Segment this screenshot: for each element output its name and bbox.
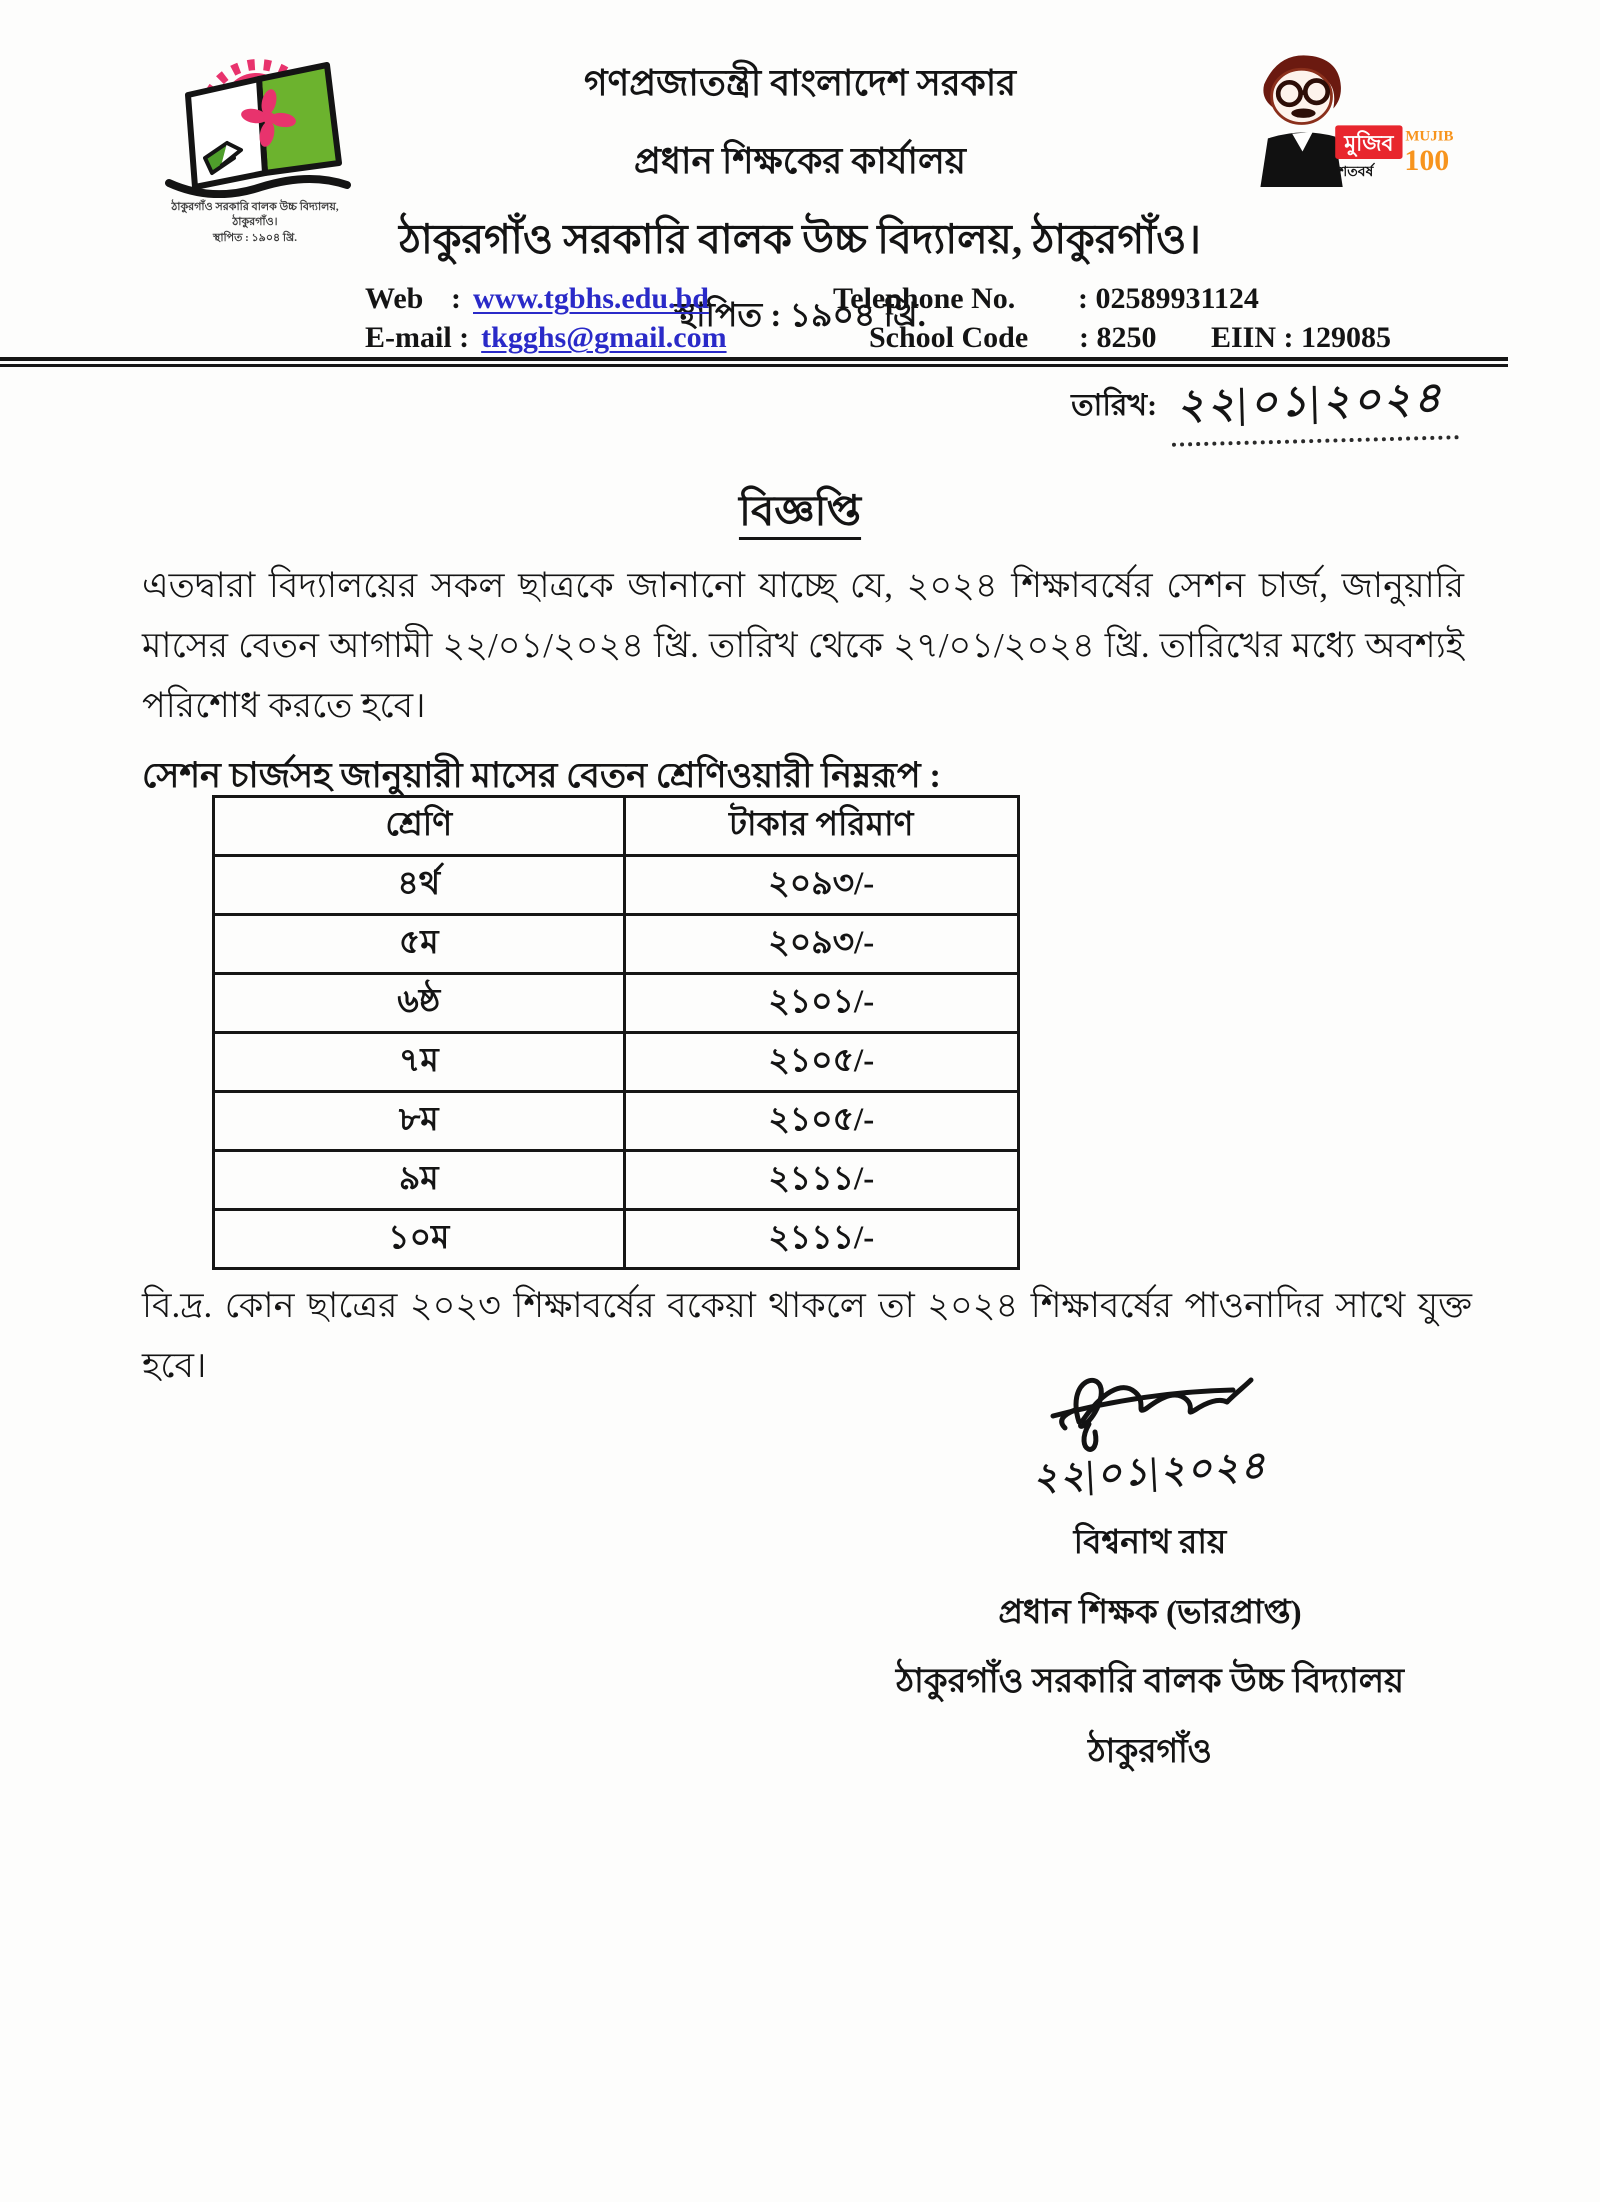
web-label: Web (365, 282, 424, 315)
eiin-value: EIIN : 129085 (1211, 321, 1392, 354)
table-header-row (214, 797, 1019, 856)
notice-body: এতদ্বারা বিদ্যালয়ের সকল ছাত্রকে জানানো যাচ্ছে যে, ২০২৪ শিক্ষাবর্ষের সেশন চার্জ, জানুয়ারি মাসের বেতন আগামী ২২/০১/২০২৪ খ্রি. তারিখ থেকে ২৭/০১/২০২৪ খ্রি. তারিখের মধ্যে অবশ্যই পরিশোধ করতে হবে। (142, 566, 1464, 726)
email-label: E-mail : (365, 321, 470, 354)
mujib-en-text: MUJIB (1405, 128, 1453, 145)
school-code-value: : 8250 (1079, 321, 1157, 354)
telephone-label: Telephone No. (833, 282, 1016, 315)
signature-date-handwritten: ২২|০১|২০২৪ (1031, 1444, 1268, 1500)
table-row (214, 974, 1019, 1033)
class-cell: ৫ম (214, 915, 625, 974)
amount-cell: ২০৯৩/- (624, 856, 1018, 915)
class-cell: ৭ম (214, 1033, 625, 1092)
contact-row-2 (365, 321, 1425, 355)
table-row (214, 856, 1019, 915)
table-row (214, 1033, 1019, 1092)
school-code-label: School Code (869, 321, 1029, 354)
signatory-org: ঠাকুরগাঁও সরকারি বালক উচ্চ বিদ্যালয় (895, 1663, 1405, 1700)
signatory-designation: প্রধান শিক্ষক (ভারপ্রাপ্ত) (998, 1595, 1302, 1631)
table-intro: সেশন চার্জসহ জানুয়ারী মাসের বেতন শ্রেণিওয়ারী নিম্নরূপ : (142, 756, 942, 795)
date-value-handwritten: ২২|০১|২০২৪ (1170, 364, 1459, 446)
class-cell: ৯ম (214, 1151, 625, 1210)
table-row (214, 1151, 1019, 1210)
signatory-place: ঠাকুরগাঁও (1088, 1734, 1212, 1770)
class-cell: ৪র্থ (214, 856, 625, 915)
mujib-shotoborsho-text: শতবর্ষ (1338, 164, 1374, 180)
amount-cell: ২১০১/- (624, 974, 1018, 1033)
telephone-value: : 02589931124 (1078, 282, 1259, 315)
amount-cell: ২১০৫/- (624, 1092, 1018, 1151)
signature-block (888, 1366, 1412, 1781)
notice-title: বিজ্ঞপ্তি (738, 489, 862, 535)
web-colon: : (451, 282, 461, 315)
govt-line: গণপ্রজাতন্ত্রী বাংলাদেশ সরকার (583, 63, 1017, 103)
logo-caption-line2: স্থাপিত : ১৯০৪ খ্রি. (213, 231, 297, 244)
amount-column-header: টাকার পরিমাণ (624, 797, 1018, 856)
table-row (214, 1092, 1019, 1151)
office-line: প্রধান শিক্ষকের কার্যালয় (633, 141, 967, 181)
date-line (1071, 368, 1458, 443)
table-row (214, 1210, 1019, 1269)
closing-note: বি.দ্র. কোন ছাত্রের ২০২৩ শিক্ষাবর্ষের বকেয়া থাকলে তা ২০২৪ শিক্ষাবর্ষের পাওনাদির সাথে যুক্ত হবে। (142, 1286, 1472, 1386)
header-divider (0, 357, 1508, 367)
class-column-header: শ্রেণি (214, 797, 625, 856)
fees-table (212, 795, 1020, 1270)
email-link[interactable]: tkgghs@gmail.com (481, 321, 727, 354)
mujib-bn-text: মুজিব (1344, 131, 1394, 156)
logo-caption-line1: ঠাকুরগাঁও সরকারি বালক উচ্চ বিদ্যালয়, ঠাকুরগাঁও। (171, 201, 339, 229)
class-cell: ৮ম (214, 1092, 625, 1151)
contact-info (365, 282, 1425, 360)
amount-cell: ২০৯৩/- (624, 915, 1018, 974)
class-cell: ৬ষ্ঠ (214, 974, 625, 1033)
class-cell: ১০ম (214, 1210, 625, 1269)
amount-cell: ২১১১/- (624, 1210, 1018, 1269)
date-label: তারিখ: (1071, 389, 1158, 422)
amount-cell: ২১১১/- (624, 1151, 1018, 1210)
mujib-100-text: 100 (1404, 144, 1450, 178)
amount-cell: ২১০৫/- (624, 1033, 1018, 1092)
table-row (214, 915, 1019, 974)
signatory-name: বিশ্বনাথ রায় (1073, 1525, 1227, 1561)
established-line: স্থাপিত : ১৯০৪ খ্রি. (674, 298, 926, 334)
contact-row-1 (365, 282, 1425, 316)
web-link[interactable]: www.tgbhs.edu.bd (473, 282, 709, 315)
school-name-line: ঠাকুরগাঁও সরকারি বালক উচ্চ বিদ্যালয়, ঠাকুরগাঁও। (399, 216, 1201, 262)
